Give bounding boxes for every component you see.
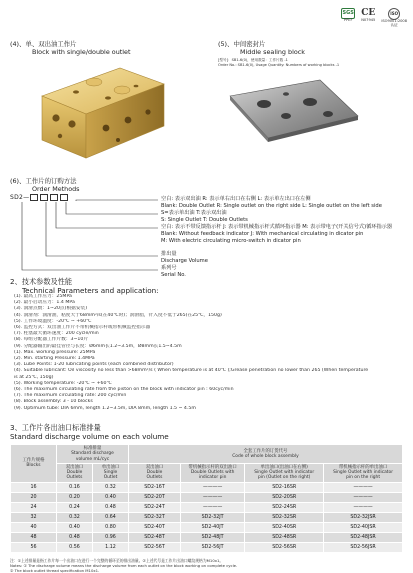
order-line-side-en: Blank: Double Outlet R: Single outlet on the right side L: Single outlet on the left side [161, 203, 382, 209]
cell-m2: SD2-48JT [181, 532, 245, 542]
footnote-en-2: ② The block outlet thread specification M10x1. [10, 568, 100, 573]
order-line-side-cn: 空白: 表示双出油 R: 表示单右出口在右侧 L: 表示单左出口在左侧 [161, 196, 311, 202]
cell-m3: SD2-24SR [245, 502, 324, 512]
cell-block: 40 [11, 522, 57, 532]
cell-double: 0.32 [57, 512, 93, 522]
tech-item: (5). 工作环境温度：-20℃ ~ +60℃ [14, 318, 92, 324]
cell-m3: SD2-20SR [245, 492, 324, 502]
brass-block-image [24, 62, 174, 166]
tech-item: (8). 每组分配器工作片数：3~10片 [14, 337, 89, 343]
cell-single: 0.64 [93, 512, 129, 522]
cell-m4: SD2-32JSR [324, 512, 403, 522]
cell-m4: ———— [324, 492, 403, 502]
order-code-prefix: SD2— [10, 194, 30, 201]
cell-m1: SD2-56T [129, 542, 181, 552]
order-line-serial-cn: 系列号 [161, 265, 177, 271]
order-line-volume-cn: 排出量 [161, 251, 177, 257]
cell-m3: SD2-48SR [245, 532, 324, 542]
table-row [11, 542, 403, 552]
cell-single: 0.96 [93, 532, 129, 542]
tech-item: (6). 监控方式：双出油工作片不带机械指示杆或带机械监控指示器 [14, 325, 151, 331]
ce-cert [361, 8, 375, 23]
section-4-title-cn: (4)、单、双出油工作片 [10, 40, 77, 48]
cell-single: 0.48 [93, 502, 129, 512]
section-5-title-cn: (5)、中间密封片 [218, 40, 266, 48]
cell-single: 0.40 [93, 492, 129, 502]
section-6-title-cn: (6)、工作片的订购方法 [10, 177, 77, 185]
table-row [11, 512, 403, 522]
leader-serial [22, 202, 158, 270]
cell-m3: SD2-32SR [245, 512, 324, 522]
col-m-double: 双出油口 Double Outlets [129, 463, 181, 482]
cell-m3: SD2-40SR [245, 522, 324, 532]
table-row [11, 532, 403, 542]
cell-m2: ———— [181, 502, 245, 512]
cell-m1: SD2-48T [129, 532, 181, 542]
section-6-title-en: Order Methods [32, 185, 80, 193]
table-subheader-row [11, 463, 403, 482]
volume-title-cn: 3、工作片各出油口标准排量 [10, 423, 101, 432]
volume-table [10, 444, 403, 553]
cell-double: 0.48 [57, 532, 93, 542]
tech-item: (1). 最高工作压力：25MPa [14, 294, 72, 299]
leader-side [76, 200, 158, 201]
order-line-indicator-en2: M: With electric circulating micro-switch in dicator pin [161, 238, 301, 244]
cell-block: 48 [11, 532, 57, 542]
tech-item: is at 25℃, 150g) [14, 374, 54, 380]
cell-m3: SD2-56SR [245, 542, 324, 552]
tech-item: (2). 最小启动压力：1.4 MPa [14, 300, 75, 306]
tech-item: (9). 分配器输出的最佳管径与长度：Ø6mm长1.2~3.5m，Ø8mm长1.5~4.5m [14, 343, 182, 349]
ce-caption: N07945 [361, 18, 376, 22]
col-block: 工作片规格 Blocks [11, 445, 57, 483]
cell-m4: ———— [324, 482, 403, 492]
col-model-group: 全套工作片的订货代号 Code of whole block assembly [129, 445, 403, 464]
table-row [11, 492, 403, 502]
tech-item: (5). Working temperature: -20℃ ~ +60℃ [14, 380, 112, 386]
leader-indicator [56, 202, 158, 228]
iso-cert [381, 8, 407, 28]
section-5-title-en: Middle sealing block [240, 48, 305, 56]
cell-double: 0.40 [57, 522, 93, 532]
technical-title-cn: 2、技术参数及性能 [10, 277, 73, 286]
tech-item: (4). 润滑剂：润滑油，粘度大于68mm²/s(在40℃时)；润滑脂，针入度不低于265(在25℃，150g) [14, 312, 222, 318]
section-4-heading [10, 40, 130, 56]
cell-m4: SD2-40JSR [324, 522, 403, 532]
volume-heading [10, 424, 169, 441]
sealing-plate-image [224, 76, 364, 144]
leader-volume [46, 202, 158, 256]
tech-item: (1). Max. working pressure: 25MPa [14, 349, 96, 355]
table-row [11, 502, 403, 512]
cell-m4: SD2-48JSR [324, 532, 403, 542]
sgs-logo-icon: SGS [341, 8, 355, 19]
order-line-serial-en: Serial No. [161, 272, 186, 278]
sgs-caption: PPEF [343, 18, 353, 22]
technical-title-en: Technical Parameters and application: [22, 285, 159, 295]
order-line-type-en: S: Single Outlet T: Double Outlets [161, 217, 248, 223]
iso-caption-cn: 认证 [390, 22, 398, 27]
order-line-type-cn: S=表示单出油 T:表示双出油 [161, 210, 227, 216]
section-5-note-cn: [型号]：SB1-6(0)，使用数量：工作片数 -1 [218, 58, 288, 62]
table-header-row [11, 445, 403, 464]
cell-m4: ———— [324, 502, 403, 512]
col-std-group: 标准排量 Standard discharge volume mL/cyc [57, 445, 129, 464]
tech-item: (3). 润滑点数：1~20点(根据安装) [14, 306, 88, 312]
cell-m2: SD2-32JT [181, 512, 245, 522]
cell-single: 0.32 [93, 482, 129, 492]
technical-heading [10, 278, 159, 295]
table-row [11, 482, 403, 492]
certification-logos [341, 8, 407, 28]
iso-logo-icon: ISO [388, 8, 400, 20]
cell-double: 0.56 [57, 542, 93, 552]
cell-double: 0.16 [57, 482, 93, 492]
tech-item: (8). Block assembly: 3 - 10 blocks [14, 399, 93, 405]
volume-title-en: Standard discharge volume on each volume [10, 431, 169, 441]
section-4-title-en: Block with single/double outlet [32, 48, 131, 56]
col-m-single-ind: 带机械指示杆的单出油口 Single Outlet with indicator pin on the right [324, 463, 403, 482]
table-row [11, 522, 403, 532]
order-line-indicator-en1: Blank: Without feedback indicator J: With mechanical circulating in dicator pin [161, 231, 364, 237]
footnote-cn: 注：①上述排量是指工作片每一个出油口在进行一个完整的循环至的排出油量。②上述代号是工作片出油口螺纹规格为M10x1。 [10, 558, 224, 563]
tech-item: (6). The maximum circulating rate from the piston on the block with indicator pin : 60cyc/min [14, 387, 234, 393]
iso-caption: ISO9001:2008 [381, 19, 407, 23]
tech-item: (3). Lube Points: 1-20 lubricating points (each combined distributor) [14, 362, 174, 368]
cell-m2: ———— [181, 482, 245, 492]
cell-block: 24 [11, 502, 57, 512]
tech-item: (4). Suitable lubricant: Oil viscosity no less than >68mm²/s ( When temperature is at 40℃ );Grease penetration no lower than 265 (When temperature [14, 368, 369, 374]
cell-m1: SD2-32T [129, 512, 181, 522]
section-6-heading [10, 177, 80, 193]
cell-block: 20 [11, 492, 57, 502]
cell-single: 1.12 [93, 542, 129, 552]
cell-m2: SD2-40JT [181, 522, 245, 532]
order-method-diagram [10, 194, 405, 278]
sgs-cert [341, 8, 355, 23]
order-line-volume-en: Discharge Volume [161, 258, 208, 264]
cell-m1: SD2-16T [129, 482, 181, 492]
col-single: 单出油口 Single Outlet [93, 463, 129, 482]
cell-m1: SD2-20T [129, 492, 181, 502]
footnotes [10, 558, 237, 573]
cell-block: 56 [11, 542, 57, 552]
ce-logo-icon: CE [361, 7, 376, 18]
footnote-en-1: Notes: ① The discharge volume means the discharge volume from each outlet on the block working on complete cycle. [10, 563, 238, 569]
cell-m1: SD2-24T [129, 502, 181, 512]
cell-double: 0.24 [57, 502, 93, 512]
cell-m1: SD2-40T [129, 522, 181, 532]
tech-item: (2). Min. starting Pressure: 1.4MPa [14, 356, 95, 362]
cell-single: 0.80 [93, 522, 129, 532]
order-leader-lines [10, 194, 170, 278]
technical-list [14, 294, 406, 412]
section-5-heading [218, 40, 339, 67]
col-m-double-ind: 带机械指示杆的双出油口 Double Outlets with indicator pin [181, 463, 245, 482]
cell-m2: SD2-56JT [181, 542, 245, 552]
tech-item: (9). Optimum tube: DIA 6mm, length 1.2~3.5m, DIA 8mm, length 1.5 ~ 4.5m [14, 405, 196, 411]
section-5-note-en: Order No.: SB1-6(0), Usage Quantity: Numbers of working blocks -1 [218, 62, 340, 67]
tech-item: (7). 柱塞最大循环速度：200 cycle/min [14, 331, 99, 337]
cell-m3: SD2-16SR [245, 482, 324, 492]
tech-item: (7). The maximum circulating rate: 200 cyc/min [14, 393, 127, 399]
cell-m4: SD2-56JSR [324, 542, 403, 552]
col-m-single: 单出油口(出油口在右侧) Single Outlet with indicator pin (Outlet on the right) [245, 463, 324, 482]
col-double: 双出油口 Double Outlets [57, 463, 93, 482]
cell-block: 32 [11, 512, 57, 522]
cell-m2: ———— [181, 492, 245, 502]
cell-block: 16 [11, 482, 57, 492]
order-line-indicator-cn: 空白: 表示不带反馈指示杆 J: 表示带机械指示杆式循环指示器 M: 表示带电子(开关信号式)循环指示器 [161, 224, 393, 230]
leader-outlet-type [66, 202, 158, 214]
cell-double: 0.20 [57, 492, 93, 502]
